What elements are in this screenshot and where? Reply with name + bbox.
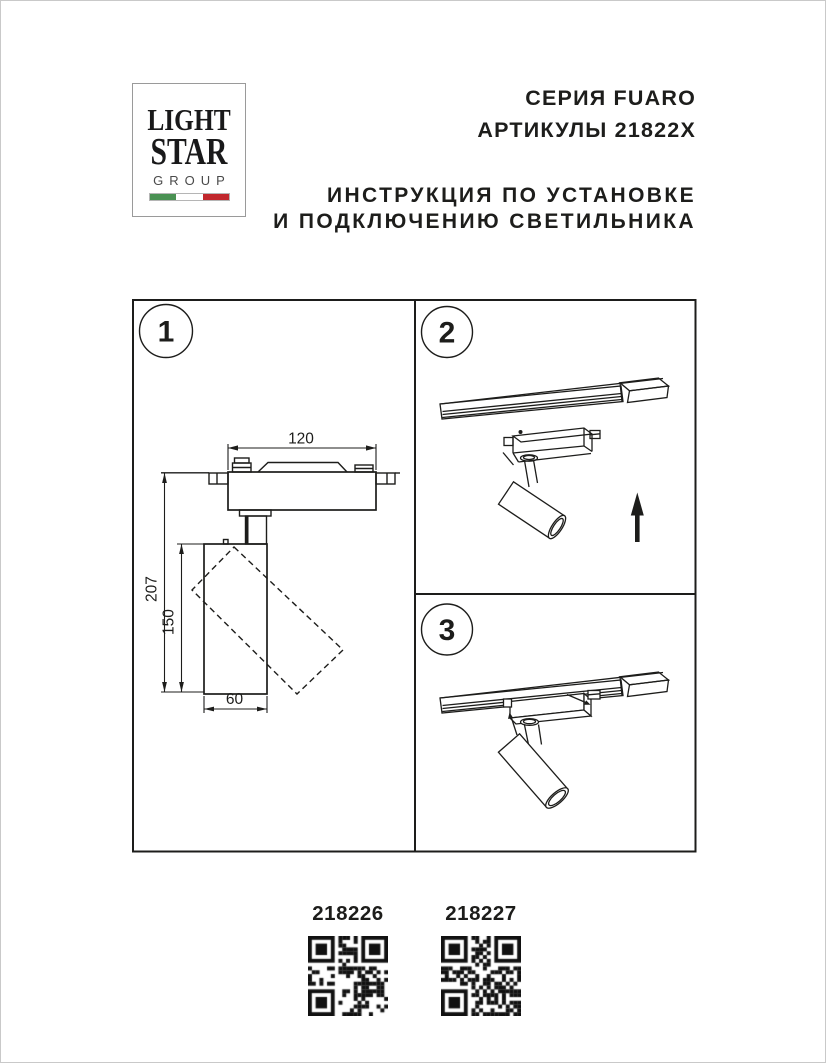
spotlight-body — [499, 482, 569, 541]
swivel-stem — [521, 455, 538, 487]
step-2-number: 2 — [438, 316, 456, 350]
track-adapter-mounted — [504, 691, 601, 725]
figure-panels — [1, 1, 826, 1063]
dim-body-height — [161, 544, 205, 692]
series-name: СЕРИЯ FUARO — [525, 86, 696, 110]
dim-body-width-value: 60 — [225, 691, 244, 708]
figure-grid-border — [133, 300, 696, 852]
qr-code — [308, 936, 388, 1016]
article-code-label: 218227 — [445, 902, 517, 925]
panel2-installation-drawing — [440, 378, 669, 542]
instruction-title-line2: И ПОДКЛЮЧЕНИЮ СВЕТИЛЬНИКА — [273, 210, 696, 233]
article-numbers: АРТИКУЛЫ 21822X — [477, 118, 696, 142]
step-1-badge — [140, 305, 193, 358]
logo-word-star: STAR — [150, 131, 228, 173]
dim-adapter-width — [228, 431, 376, 471]
step-3-number: 3 — [438, 614, 456, 647]
step-2-badge — [422, 307, 473, 358]
logo-word-light: LIGHT — [147, 102, 231, 137]
track-adapter — [503, 428, 600, 465]
insert-up-arrow — [631, 493, 644, 543]
logo-word-group: GROUP — [153, 173, 231, 188]
panel1-technical-drawing — [161, 458, 400, 694]
step-1-number: 1 — [157, 315, 175, 349]
track-rail — [440, 378, 669, 419]
qr-code — [441, 936, 521, 1016]
article-qr-218226 — [306, 903, 390, 1016]
spotlight-body-mounted — [498, 734, 571, 812]
panel3-mounted-drawing — [440, 672, 669, 811]
dim-total-height-value: 207 — [143, 576, 161, 602]
dim-total-height — [144, 473, 205, 692]
dim-body-height-value: 150 — [160, 609, 178, 635]
instruction-title-line1: ИНСТРУКЦИЯ ПО УСТАНОВКЕ — [326, 184, 696, 207]
step-3-badge — [422, 604, 473, 655]
article-qr-218227 — [439, 903, 523, 1016]
article-code-label: 218226 — [312, 902, 384, 925]
dim-adapter-width-value: 120 — [288, 430, 314, 448]
